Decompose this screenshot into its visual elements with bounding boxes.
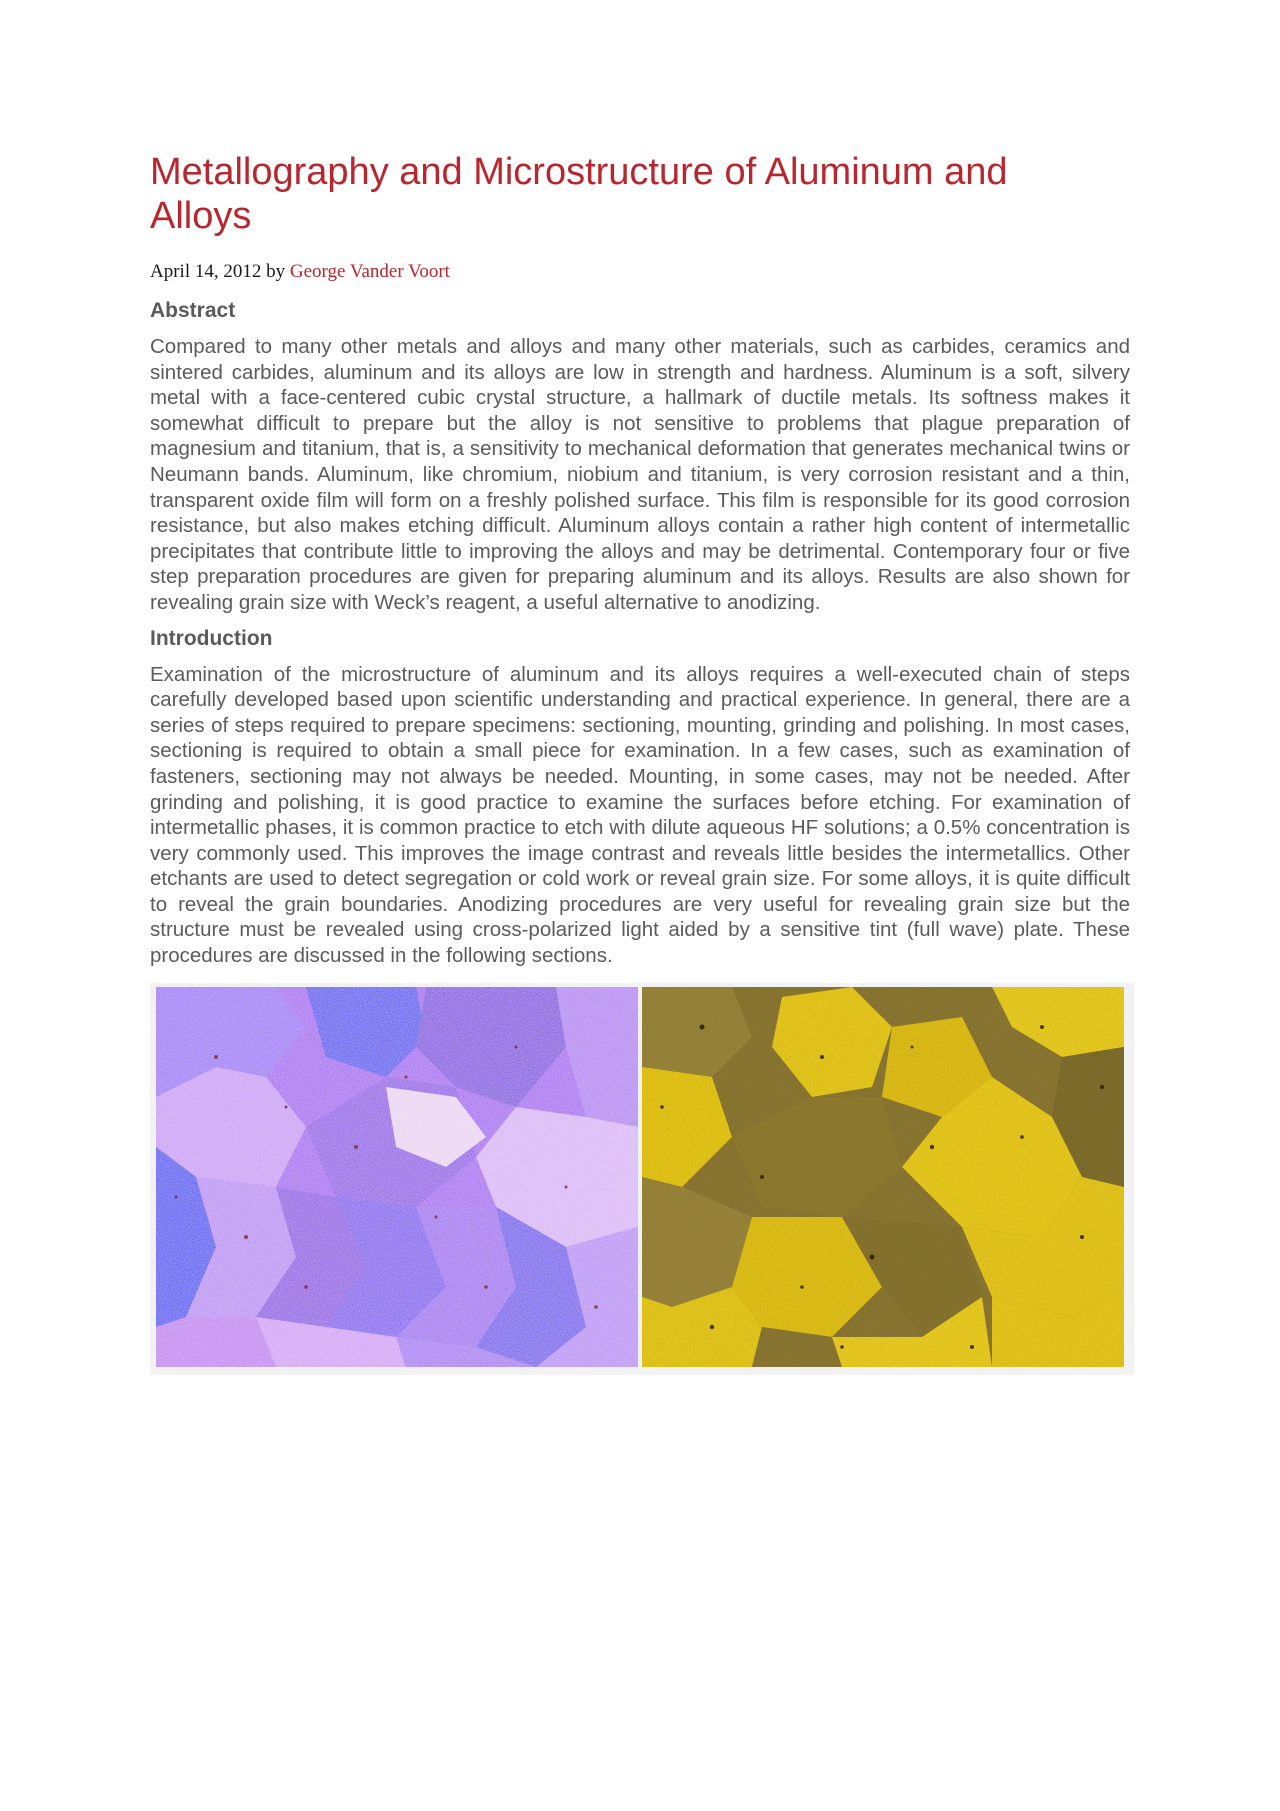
byline-by: by: [266, 261, 286, 282]
micrograph-figure: [150, 983, 1134, 1375]
article-title: Metallography and Microstructure of Aluminum and Alloys: [150, 151, 1008, 237]
micrograph-image-brightfield: [642, 987, 1124, 1367]
byline: [150, 260, 1130, 284]
introduction-text: Examination of the microstructure of aluminum and its alloys requires a well-executed chain of steps carefully developed based upon scientific understanding and practical experience. In general, there are a series of steps required to prepare specimens: sectioning, mounting, grinding and polishing. In most cases, sectioning is required to obtain a small piece for examination. In a few cases, such as examination of fasteners, sectioning may not always be needed. Mounting, in some cases, may not be needed. After grinding and polishing, it is good practice to examine the surfaces before etching. For examination of intermetallic phases, it is common practice to etch with dilute aqueous HF solutions; a 0.5% concentration is very commonly used. This improves the image contrast and reveals little besides the intermetallics. Other etchants are used to detect segregation or cold work or reveal grain size. For some alloys, it is quite difficult to reveal the grain boundaries. Anodizing procedures are very useful for revealing grain size but the structure must be revealed using cross-polarized light aided by a sensitive tint (full wave) plate. These procedures are discussed in the following sections.: [150, 662, 1130, 968]
abstract-text: Compared to many other metals and alloys and many other materials, such as carbides, ceramics and sintered carbides, aluminum and its alloys are low in strength and hardness. Aluminum is a soft, silvery metal with a face-centered cubic crystal structure, a hallmark of ductile metals. Its softness makes it somewhat difficult to prepare but the alloy is not sensitive to problems that plague preparation of magnesium and titanium, that is, a sensitivity to mechanical deformation that generates mechanical twins or Neumann bands. Aluminum, like chromium, niobium and titanium, is very corrosion resistant and a thin, transparent oxide film will form on a freshly polished surface. This film is responsible for its good corrosion resistance, but also makes etching difficult. Aluminum alloys contain a rather high content of intermetallic precipitates that contribute little to improving the alloys and may be detrimental. Contemporary four or five step preparation procedures are given for preparing aluminum and its alloys. Results are also shown for revealing grain size with Weck’s reagent, a useful alternative to anodizing.: [150, 335, 1130, 614]
article: [150, 150, 1130, 1375]
article-date: April 14, 2012: [150, 261, 262, 282]
introduction-heading: Introduction: [150, 626, 273, 650]
micrograph-image-tint: [156, 987, 638, 1367]
abstract-heading: Abstract: [150, 299, 236, 322]
author-link[interactable]: George Vander Voort: [289, 261, 450, 282]
